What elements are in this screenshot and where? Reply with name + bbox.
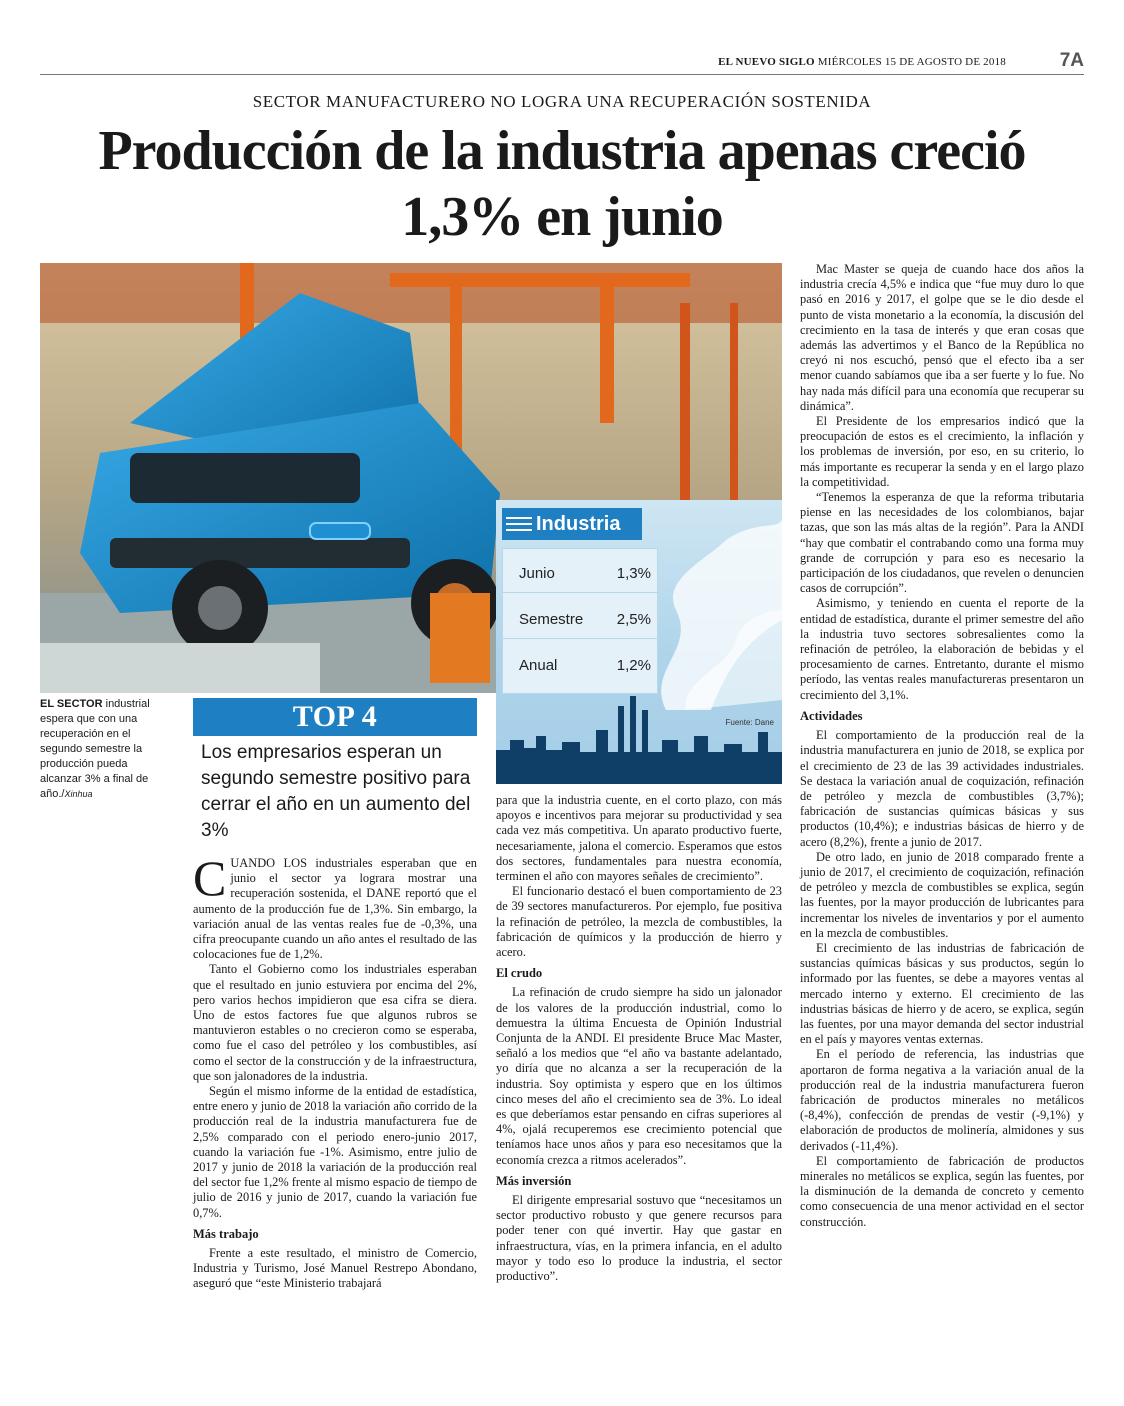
paragraph: El dirigente empresarial sostuvo que “necesitamos un sector productivo robusto y que genere recursos para poder tener con qué invertir. Hay que gastar en infraestructura, vías, en la primera infancia, en el adulto mayor y todo eso lo produce la industria, el sector productivo”. [496, 1193, 782, 1284]
paragraph: Frente a este resultado, el ministro de Comercio, Industria y Turismo, José Manuel Restrepo Abondano, aseguró que “este Ministerio trabajará [193, 1246, 477, 1291]
subhead: Actividades [800, 708, 863, 723]
infobox-title-text: Industria [536, 513, 621, 535]
issue-date: MIÉRCOLES 15 DE AGOSTO DE 2018 [817, 56, 1006, 68]
top4-text: Los empresarios esperan un segundo semestre positivo para cerrar el año en un aumento del 3% [201, 742, 471, 841]
paragraph: En el período de referencia, las industrias que aportaron de forma negativa a la variación anual de la producción real de la industria manufacturera fueron fabricación de productos minerales no metálicos (-8,4%), confección de prendas de vestir (-9,1%) y elaboración de productos de molinería, almidones y sus derivados (-11,4%). [800, 1047, 1084, 1153]
drop-cap: C [193, 850, 227, 906]
subhead: Más inversión [496, 1173, 572, 1188]
top4-title: TOP 4 [193, 698, 477, 736]
table-row [503, 645, 659, 685]
photo-caption [40, 697, 160, 802]
page-number: 7A [1059, 50, 1084, 71]
table-row [503, 553, 659, 593]
article-column-3 [800, 262, 1084, 1230]
row-label: Semestre [519, 611, 584, 628]
caption-lead: EL SECTOR [40, 698, 103, 710]
paragraph: La refinación de crudo siempre ha sido un jalonador de los valores de la producción industrial, como lo demuestra la última Encuesta de Opinión Industrial Conjunta de la ANDI. El presidente Bruce Mac Master, señaló a los medios que “el año va bastante adelantado, yo diría que no alcanza a ser la recuperación de la industria. Soy optimista y espero que en los últimos cinco meses del año el crecimiento sea de 3%. Lo ideal es que deberíamos estar pensando en cifras superiores al 4%, ojalá recuperemos ese crecimiento potencial que teníamos hace unos años y para eso necesitamos que la economía crezca a ritmos acelerados”. [496, 985, 782, 1167]
subhead: Más trabajo [193, 1226, 259, 1241]
infobox-title [502, 508, 642, 540]
paragraph: El funcionario destacó el buen comportamiento de 23 de 39 sectores manufactureros. Por ejemplo, fue positiva la refinación de petróleo, la mezcla de combustibles, la fabricación de químicos y la producción de hierro y acero. [496, 884, 782, 960]
lead-paragraph [193, 850, 478, 962]
paragraph: Asimismo, y teniendo en cuenta el reporte de la entidad de estadística, durante el primer semestre del año la industria tuvo sectores sobresalientes como la refinación de petróleo, la elaboración de bebidas y el procesamiento de carnes. Entretanto, durante el mismo período, las ventas reales manufactureras presentaron un crecimiento del 3,1%. [800, 596, 1084, 702]
industria-infobox [496, 500, 782, 784]
lead-caps: UANDO LOS [230, 856, 307, 870]
kicker: SECTOR MANUFACTURERO NO LOGRA UNA RECUPERACIÓN SOSTENIDA [252, 92, 872, 111]
table-row [503, 599, 659, 639]
paragraph: El crecimiento de las industrias de fabricación de sustancias químicas básicas y sus productos, según lo informado por las fuentes, se debe a mayores ventas al mercado interno y externo. El crecimiento de las industrias básicas de hierro y de acero, se explica, según las fuentes, por una mayor demanda del sector industrial en el país y mayores ventas externas. [800, 940, 1084, 1047]
photo-credit: Xinhua [64, 789, 93, 799]
infobox-source: Fuente: Dane [725, 718, 774, 727]
paragraph: De otro lado, en junio de 2018 comparado frente a junio de 2017, el crecimiento de coquización, refinación de petróleo y mezcla de combustibles se explica, según las fuentes, por la mayor producción de lubricantes para incrementar los niveles de inventarios y por el aumento en la mezcla de combustibles. [800, 849, 1084, 940]
masthead-rule [40, 74, 1084, 75]
paper-name: EL NUEVO SIGLO [718, 56, 815, 68]
lead-text: industriales esperaban que en junio el sector ya lograra mostrar una recuperación sostenida, el DANE reportó que el aumento de la producción fue de 1,3%. Sin embargo, la variación anual de las ventas reales fue de -0,3%, una cifra preocupante cuando un año antes el resultado de las colocaciones fue de 1,2%. [193, 856, 478, 962]
paragraph: El comportamiento de la producción real de la industria manufacturera en junio de 2018, se explica por el crecimiento de 23 de las 39 actividades industriales. Se destaca la variación anual de coquización, refinación de petróleo y mezcla de combustibles (3,7%); fabricación de sustancias químicas básicas y sus productos (10,4%); e industrias básicas de hierro y de acero (8,2%), frente a junio de 2017. [800, 728, 1084, 849]
paragraph: El Presidente de los empresarios indicó que la preocupación de estos es el crecimiento, la inflación y los problemas de inversión, por eso, en su criterio, lo más importante es recuperar la senda y en el largo plazo la competitividad. [800, 414, 1084, 489]
row-label: Anual [519, 657, 558, 674]
paragraph: Mac Master se queja de cuando hace dos años la industria crecía 4,5% e indica que “fue muy duro lo que pasó en 2016 y 2017, el golpe que se le dio desde el punto de vista monetario a la economía, la discusión del crecimiento en la tasa de interés y que eran cosas que además las advertimos y el Banco de la República no creyó ni nos escuchó, pensó que el efecto iba a ser menor cuando sabíamos que iba a ser fuerte y lo fue. No hay nada más difícil para una economía que recuperar su dinámica”. [800, 262, 1084, 413]
article-column-1 [193, 850, 478, 1292]
row-value: 1,2% [616, 657, 651, 674]
headline: Producción de la industria apenas creció 1,3% en junio [98, 120, 1026, 248]
caption-text: industrial espera que con una recuperación en el segundo semestre la producción pueda alcanzar 3% a final de año./ [40, 698, 150, 800]
paragraph: El comportamiento de fabricación de productos minerales no metálicos se explica, según las fuentes, por la disminución de la demanda de concreto y cemento como consecuencia de una menor actividad en el sector construcción. [800, 1153, 1084, 1229]
infobox-table [502, 548, 658, 694]
lines-icon [506, 517, 532, 531]
row-label: Junio [519, 565, 555, 582]
dateline [718, 56, 1006, 68]
masthead [40, 52, 1084, 76]
row-value: 2,5% [616, 611, 651, 628]
row-value: 1,3% [616, 565, 651, 582]
paragraph: “Tenemos la esperanza de que la reforma tributaria piense en las necesidades de los colombianos, bajar tazas, que son las más altas de la región”. Para la ANDI “hay que combatir el contrabando como una forma muy grande de corrupción y para eso es necesario la participación de los ciudadanos, que revelen o denuncien casos de corrupción”. [800, 490, 1084, 596]
article-column-2 [496, 793, 782, 1284]
subhead: El crudo [496, 966, 543, 981]
paragraph: para que la industria cuente, en el corto plazo, con más apoyos e incentivos para mejorar su productividad y sea cada vez más competitiva. Un aparato productivo fuerte, necesariamente, jalona el comercio. Esperamos que estos dos sectores, fundamentales para nuestra economía, terminen el año con mayores señales de crecimiento”. [496, 793, 782, 884]
top4-box [193, 698, 477, 844]
paragraph: Tanto el Gobierno como los industriales esperaban que el resultado en junio estuviera por encima del 2%, pero varios hechos impidieron que esa cifra se diera. Uno de estos factores fue que algunos rubros se mantuvieron estables o no crecieron como se esperaba, como fue el caso del petróleo y los combustibles, así como el sector de la construcción y de la infraestructura, que son jalonadores de la industria. [193, 962, 477, 1083]
paragraph: Según el mismo informe de la entidad de estadística, entre enero y junio de 2018 la variación año corrido de la producción real de la industria manufacturera fue de 2,5% comparado con el periodo enero-junio 2017, cuando la variación fue -1%. Asimismo, entre julio de 2017 y junio de 2018 la variación de la producción real del sector fue 1,2% frente al mismo espacio de tiempo de julio de 2016 y junio de 2017, cuando la variación fue 0,7%. [193, 1084, 477, 1220]
